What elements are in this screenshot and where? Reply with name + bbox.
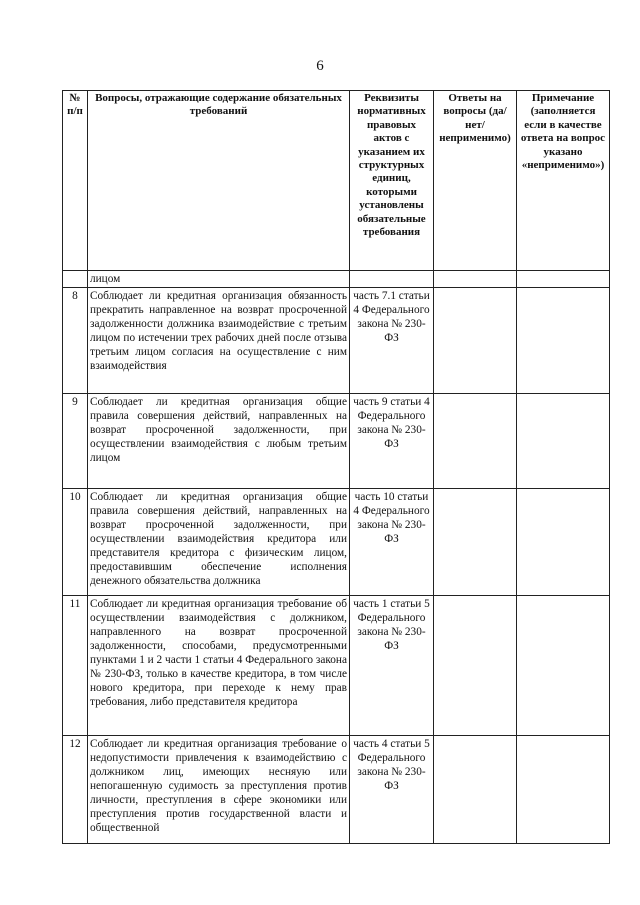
cell-num: 12 <box>63 736 88 844</box>
cell-question: Соблюдает ли кредитная организация общие правила совершения действий, направленных на возврат просроченной задолженности, при осуществлении взаимодействия с любым третьим лицом <box>88 394 350 489</box>
cell-answer[interactable] <box>434 489 517 596</box>
cell-answer[interactable] <box>434 394 517 489</box>
cell-answer[interactable] <box>434 596 517 736</box>
cell-num <box>63 271 88 288</box>
table-row <box>63 489 610 596</box>
cell-note[interactable] <box>517 736 610 844</box>
cell-question: Соблюдает ли кредитная организация обязанность прекратить направленное на возврат просроченной задолженности должника взаимодействие с третьим лицом по истечении трех рабочих дней после отзыва третьим лицом согласия на осуществление с ним взаимодействия <box>88 288 350 394</box>
cell-note[interactable] <box>517 288 610 394</box>
table-row <box>63 736 610 844</box>
cell-refs: часть 4 статьи 5 Федерального закона № 230-ФЗ <box>350 736 434 844</box>
cell-note[interactable] <box>517 596 610 736</box>
table-row <box>63 394 610 489</box>
table-row <box>63 288 610 394</box>
cell-question: Соблюдает ли кредитная организация требование о недопустимости привлечения к взаимодействию с должником лиц, имеющих несняую или непогашенную судимость за преступления против личности, преступления в сфере экономики или преступления против государственной власти и общественной <box>88 736 350 844</box>
cell-refs: часть 1 статьи 5 Федерального закона № 230-ФЗ <box>350 596 434 736</box>
cell-note[interactable] <box>517 394 610 489</box>
cell-question: Соблюдает ли кредитная организация требование об осуществлении взаимодействия с должником, направленного на возврат просроченной задолженности, способами, предусмотренными пунктами 1 и 2 части 1 статьи 4 Федерального закона № 230-ФЗ, только в качестве кредитора, в том числе нового кредитора, при переходе к нему прав требования, либо представителя кредитора <box>88 596 350 736</box>
table-row-continuation <box>63 271 610 288</box>
cell-refs <box>350 271 434 288</box>
cell-refs: часть 10 статьи 4 Федерального закона № 230-ФЗ <box>350 489 434 596</box>
cell-refs: часть 9 статьи 4 Федерального закона № 230-ФЗ <box>350 394 434 489</box>
cell-num: 10 <box>63 489 88 596</box>
header-refs: Реквизиты нормативных правовых актов с указанием их структурных единиц, которыми установлены обязательные требования <box>350 91 434 271</box>
cell-note[interactable] <box>517 489 610 596</box>
cell-answer[interactable] <box>434 288 517 394</box>
cell-note[interactable] <box>517 271 610 288</box>
requirements-checklist-table <box>62 90 610 844</box>
table-row <box>63 596 610 736</box>
header-num: № п/п <box>63 91 88 271</box>
header-question: Вопросы, отражающие содержание обязательных требований <box>88 91 350 271</box>
cell-num: 11 <box>63 596 88 736</box>
cell-question: Соблюдает ли кредитная организация общие правила совершения действий, направленных на возврат просроченной задолженности, при осуществлении взаимодействия кредитора или представителя кредитора с физическим лицом, предоставившим обеспечение исполнения денежного обязательства должника <box>88 489 350 596</box>
cell-answer[interactable] <box>434 736 517 844</box>
cell-answer[interactable] <box>434 271 517 288</box>
cell-refs: часть 7.1 статьи 4 Федерального закона № 230-ФЗ <box>350 288 434 394</box>
cell-num: 8 <box>63 288 88 394</box>
cell-question: лицом <box>88 271 350 288</box>
page-number: 6 <box>316 58 324 74</box>
cell-num: 9 <box>63 394 88 489</box>
header-answers: Ответы на вопросы (да/нет/ неприменимо) <box>434 91 517 271</box>
header-note: Примечание (заполняется если в качестве ответа на вопрос указано «неприменимо») <box>517 91 610 271</box>
